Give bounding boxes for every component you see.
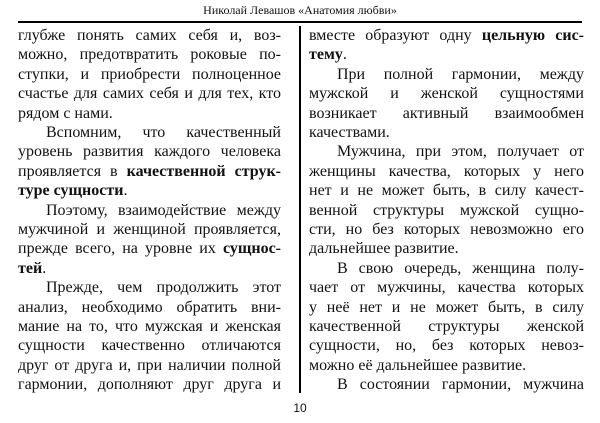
text-line <box>309 162 584 181</box>
text-line <box>18 162 281 181</box>
text-run: можно её дальнейшее развитие. <box>309 356 527 374</box>
text-run: уровень развития каждого человека <box>18 143 281 161</box>
text-run: сти, но без которых невозможно его <box>309 221 584 238</box>
text-line <box>46 278 281 297</box>
text-run: нет и не может быть, в силу качест- <box>309 182 584 200</box>
bold-text: цельную сис- <box>481 27 584 44</box>
text-run: Мужчина, при этом, получает от <box>337 143 584 161</box>
text-line <box>309 123 584 142</box>
page-number: 10 <box>293 401 307 415</box>
text-line <box>18 220 281 239</box>
text-run: рядом с нами. <box>18 104 113 122</box>
text-run: мужчиной и женщиной проявляется, <box>18 221 281 238</box>
text-line <box>337 375 584 394</box>
text-run: В состоянии гармонии, мужчина <box>337 376 584 394</box>
text-line <box>18 26 281 45</box>
text-line <box>337 142 584 161</box>
bold-text: туре сущности <box>18 182 124 200</box>
text-line <box>309 220 584 239</box>
bold-text: сущнос- <box>222 240 281 258</box>
text-line <box>18 317 281 336</box>
text-line <box>18 336 281 355</box>
text-line <box>309 26 584 45</box>
bold-text: тему <box>309 46 343 64</box>
text-run: ступки, и приобрести полноценное <box>18 65 281 83</box>
text-line <box>309 317 584 336</box>
text-line <box>309 298 584 317</box>
text-run: сущности качественно отличаются <box>18 337 281 355</box>
text-run: . <box>42 259 47 277</box>
text-run: В свою очередь, женщина полу- <box>337 259 584 277</box>
text-run: проявляется в <box>18 162 127 180</box>
text-run: качественной структуры женской <box>309 318 584 335</box>
bold-text: качественной струк- <box>126 162 282 180</box>
text-line <box>309 45 584 64</box>
text-run: анализ, необходимо обратить вни- <box>18 298 281 316</box>
text-run: мание на то, что мужская и женская <box>18 318 281 335</box>
text-run: . <box>342 46 347 64</box>
text-line <box>18 239 281 258</box>
text-line <box>18 181 281 200</box>
text-line <box>46 201 281 220</box>
bold-text: тей <box>18 259 43 277</box>
text-run: дальнейшее развитие. <box>309 240 459 258</box>
text-line <box>18 142 281 161</box>
text-line <box>309 181 584 200</box>
text-run: глубже понять самих себя и, воз- <box>18 27 281 44</box>
text-line <box>18 104 281 123</box>
text-line <box>337 259 584 278</box>
text-run: можно, предотвратить роковые по- <box>18 46 281 64</box>
text-run: Прежде, чем продолжить этот <box>46 279 281 297</box>
text-run: счастье для самих себя и для тех, кто <box>18 85 281 103</box>
text-run: чает от мужчины, качества которых <box>309 279 584 297</box>
text-line <box>309 356 584 375</box>
text-line <box>309 84 584 103</box>
text-run: венной структуры мужской сущно- <box>309 201 584 219</box>
text-line <box>18 356 281 375</box>
text-run: Вспомним, что качественный <box>46 124 281 141</box>
text-run: вместе образуют одну <box>309 27 482 44</box>
text-line <box>309 201 584 220</box>
text-run: качествами. <box>309 124 390 141</box>
text-run: у неё нет и не может быть, в силу <box>309 298 584 316</box>
text-line <box>309 336 584 355</box>
text-line <box>18 259 281 278</box>
text-run: Поэтому, взаимодействие между <box>46 201 281 219</box>
text-run: При полной гармонии, между <box>337 65 584 83</box>
text-run: женщины качества, которых у него <box>309 162 584 180</box>
text-run: сущности, но, без которых невоз- <box>309 337 584 355</box>
text-run: мужской и женской сущностями <box>309 85 584 103</box>
text-run: возникает активный взаимообмен <box>309 104 584 122</box>
text-line <box>309 278 584 297</box>
text-line <box>46 123 281 142</box>
text-run: . <box>123 182 128 200</box>
text-line <box>18 45 281 64</box>
text-line <box>337 65 584 84</box>
column-divider <box>299 26 301 393</box>
text-line <box>18 84 281 103</box>
text-run: друг от друга и, при наличии полной <box>18 356 281 374</box>
text-line <box>18 298 281 317</box>
text-line <box>309 239 584 258</box>
text-line <box>18 65 281 84</box>
text-line <box>18 375 281 394</box>
running-header: Николай Левашов «Анатомия любви» <box>18 0 582 23</box>
text-line <box>309 104 584 123</box>
text-run: прежде всего, на уровне их <box>18 240 223 258</box>
text-run: гармонии, дополняют друг друга и <box>18 376 281 394</box>
